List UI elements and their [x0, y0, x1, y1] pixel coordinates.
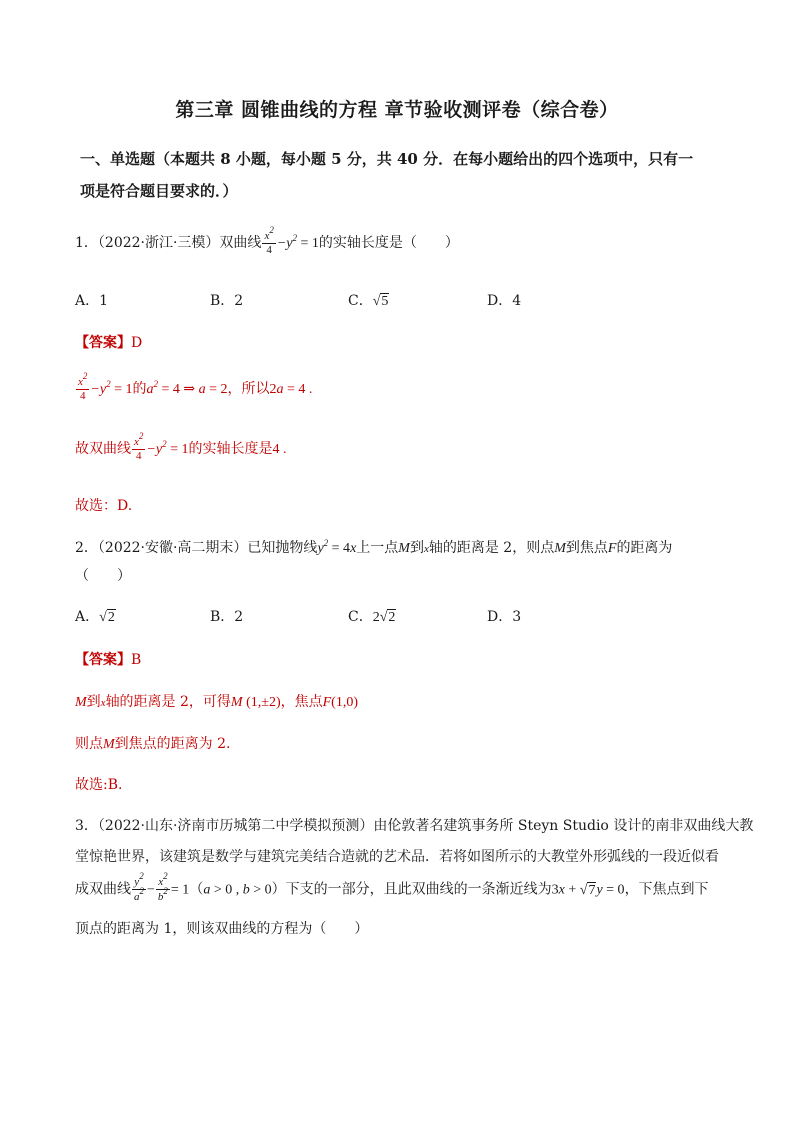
q2-solution-line-2: 则点M到焦点的距离为 2. — [75, 736, 231, 752]
q1-option-d[interactable]: D．4 — [487, 293, 522, 309]
q2-solution-line-1: M到x轴的距离是 2，可得M (1,±2)，焦点F(1,0) — [75, 694, 358, 710]
question-2-line-2: （ ） — [75, 568, 131, 584]
sqrt-5: √5 — [372, 294, 389, 309]
question-1: 1．（2022·浙江·三模）双曲线 $\frac{x^2}{4}$ $-y^2 = 1$的实轴长度是（ ） — [75, 225, 459, 256]
q1-option-b[interactable]: B．2 — [210, 293, 244, 309]
question-3-line-3: 成双曲线 $\frac{y^2}{a^2}$ − $\frac{x^2}{b^2}$ = 1（a > 0 , b > 0）下支的一部分，且此双曲线的一条渐近线为3x + √7y = 0，下焦点到下 — [75, 871, 709, 903]
q1-solution-line-1: $\frac{x^2}{4}$ $-y^2 = 1$的$a^2 = 4$ ⇒ a = 2，所以2a = 4 . — [78, 371, 313, 402]
q1-option-a[interactable]: A．1 — [75, 293, 109, 309]
q2-option-d[interactable]: D．3 — [487, 609, 522, 625]
page-title: 第三章 圆锥曲线的方程 章节验收测评卷（综合卷） — [175, 99, 619, 121]
question-3-line-2: 堂惊艳世界，该建筑是数学与建筑完美结合造就的艺术品．若将如图所示的大教堂外形弧线的一段近似看 — [75, 849, 719, 865]
q2-conclusion: 故选:B. — [75, 777, 123, 793]
question-3-line-4: 顶点的距离为 1，则该双曲线的方程为（ ） — [75, 921, 369, 937]
question-3-line-1: 3．（2022·山东·济南市历城第二中学模拟预测）由伦敦著名建筑事务所 Steyn Studio 设计的南非双曲线大教 — [75, 818, 754, 834]
sqrt-2: √2 — [99, 610, 115, 625]
q1-answer: 【答案】D — [75, 335, 143, 351]
sqrt-2: √2 — [379, 610, 396, 625]
q1-conclusion: 故选：D. — [75, 498, 133, 514]
section-heading-line-1: 一、单选题（本题共 8 小题，每小题 5 分，共 40 分．在每小题给出的四个选项中，只有一 — [80, 150, 694, 168]
fraction-x2-over-4: $\frac{x^2}{4}$ — [264, 225, 274, 256]
q2-option-c[interactable]: C．2√2 — [348, 609, 396, 625]
q1-option-c[interactable]: C．√5 — [348, 293, 389, 309]
q2-option-b[interactable]: B．2 — [210, 609, 244, 625]
question-2-line-1: 2．（2022·安徽·高二期末）已知抛物线$y^2 = 4x$上一点M到x轴的距离是 2，则点M到焦点F的距离为 — [75, 538, 673, 556]
q2-answer: 【答案】B — [75, 652, 142, 668]
q1-solution-line-2: 故双曲线 $\frac{x^2}{4}$ $-y^2 = 1$的实轴长度是4 . — [75, 431, 287, 462]
section-heading-line-2: 项是符合题目要求的．） — [80, 182, 238, 200]
q2-option-a[interactable]: A．√2 — [75, 609, 115, 625]
